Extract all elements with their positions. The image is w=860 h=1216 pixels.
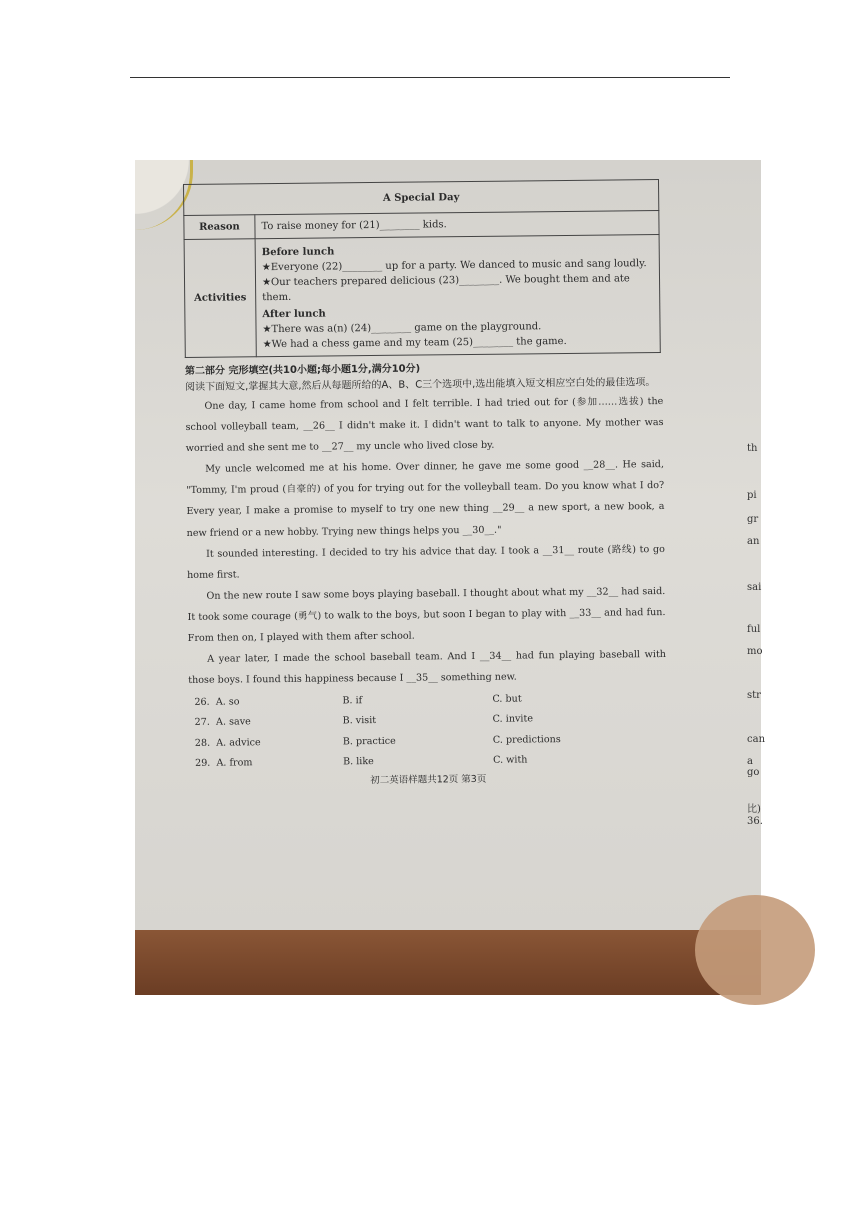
exam-page [183,179,667,790]
edge-text: 比) [747,804,761,815]
option-c: C. but [492,693,522,706]
page-footer: 初二英语样题共12页 第3页 [370,773,487,786]
wooden-desk [135,930,761,995]
option-a: 27. A. save [194,716,251,729]
activities-label: Activities [184,239,256,358]
edge-text: pi [747,490,757,501]
section-directions: 阅读下面短文,掌握其大意,然后从每题所给的A、B、C三个选项中,选出能填入短文相应空白处的最佳选项。 [185,377,656,393]
option-b: B. visit [342,715,377,727]
passage-paragraph: One day, I came home from school and I felt terrible. I had tried out for (参加……选拔) the school volleyball team, __26__ I didn't make it. I didn't want to talk to anyone. My mother was worried and she sent me to __27__ my uncle who lived close by. [185,395,664,455]
option-c: C. predictions [492,733,561,746]
edge-text: an [747,536,760,547]
after-item: ★There was a(n) (24)________ game on the playground. [262,321,542,336]
option-row [189,749,667,774]
passage-paragraph: My uncle welcomed me at his home. Over dinner, he gave me some good __28__. He said, "Tommy, I'm proud (自豪的) of you for trying out for the volleyball team. Do you know what I do? Every year, I make a promise to myself to try one new thing __29__ a new sport, a new book, a new friend or a new hobby. Trying new things helps you __30__." [186,459,665,539]
before-item: ★Our teachers prepared delicious (23)________. We bought them and ate them. [261,273,630,304]
option-b: B. like [342,755,374,768]
edge-text: 36. [747,816,763,827]
activities-cell [255,235,660,357]
option-b: B. practice [342,735,396,747]
after-item: ★We had a chess game and my team (25)________ the game. [262,335,567,351]
blurred-object [695,895,815,1005]
reason-text: To raise money for (21)________ kids. [255,211,659,239]
edge-text: a go [747,756,760,778]
edge-text: mo [747,646,763,657]
photo-of-exam-page [135,160,766,995]
reason-label: Reason [184,215,255,240]
edge-text: str [747,690,761,701]
passage-paragraph: It sounded interesting. I decided to try his advice that day. I took a __31__ route (路线) to go home first. [187,543,665,581]
after-lunch-heading: After lunch [262,308,326,321]
table-title: A Special Day [184,180,659,216]
passage-paragraph: On the new route I saw some boys playing baseball. I thought about what my __32__ had said. It took some courage (勇气) to walk to the boys, but soon I began to play with __33__ and had fun. From then on, I played with them after school. [187,585,666,645]
option-a: 26. A. so [194,696,240,709]
option-b: B. if [342,695,363,707]
edge-text: gr [747,514,759,525]
edge-text: can [747,734,766,745]
before-item: ★Everyone (22)________ up for a party. We danced to music and sang loudly. [261,258,647,274]
option-c: C. with [492,754,528,766]
options-list [188,688,667,774]
passage-paragraph: A year later, I made the school baseball team. And I __34__ had fun playing baseball with those boys. I found this happiness because I __35__ something new. [188,649,667,687]
option-c: C. invite [492,713,534,726]
before-lunch-heading: Before lunch [261,246,335,259]
option-a: 28. A. advice [194,736,261,749]
section-heading: 第二部分 完形填空(共10小题;每小题1分,满分10分) [184,363,421,377]
option-a: 29. A. from [195,757,253,769]
top-rule [130,77,730,78]
special-day-table [183,179,661,358]
edge-text: ful [747,624,761,635]
edge-text: th [747,443,758,454]
edge-text: sai [747,582,762,593]
